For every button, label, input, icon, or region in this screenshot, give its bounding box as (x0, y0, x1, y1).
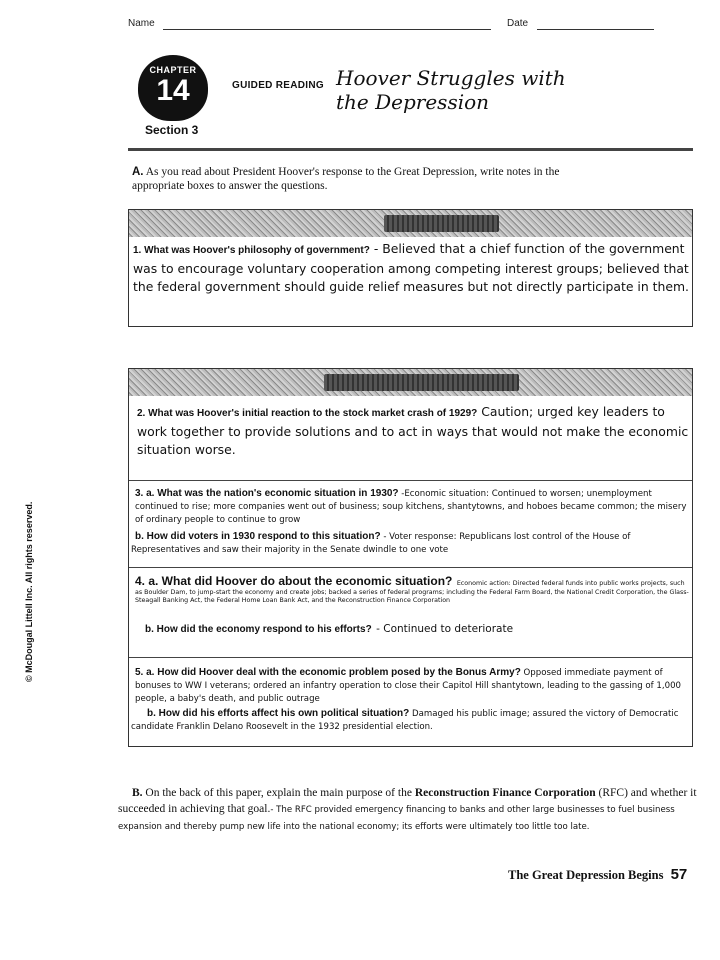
chapter-badge-label: CHAPTER (149, 65, 197, 75)
q2-answer[interactable]: Caution; urged key leaders to work together to provide solutions and to act in ways that would not make the economic situation worse. (137, 404, 689, 457)
q3a-question: 3. a. What was the nation's economic situation in 1930? (135, 488, 399, 499)
part-a-text: As you read about President Hoover's response to the Great Depression, write notes in the appropriate boxes to answer the questions. (132, 166, 560, 192)
responses-band-tag (324, 374, 519, 391)
guided-reading-label: GUIDED READING (232, 80, 324, 91)
q5b-question: b. How did his efforts affect his own political situation? (147, 708, 410, 719)
divider-q5 (129, 657, 692, 658)
date-line[interactable] (537, 29, 654, 30)
q4a-answer-top[interactable]: Economic action: Directed federal funds into public works projects, such (456, 580, 685, 587)
q3a-block (135, 487, 687, 527)
page-title-line2: the Depression (336, 90, 490, 114)
divider-q4 (129, 567, 692, 568)
q5a-answer[interactable]: Opposed immediate payment of bonuses to WW I veterans; ordered an infantry operation to close their Capitol Hill shantytown, leading to the gassing of 1,000 people, a baby's death, and public outrage (135, 668, 682, 704)
philosophy-band-tag (384, 215, 499, 232)
philosophy-box (128, 209, 693, 327)
q3b-block (131, 530, 689, 557)
q5b-block (131, 707, 689, 734)
section-label: Section 3 (145, 123, 199, 137)
page-title (336, 66, 606, 114)
part-a-instructions (132, 165, 572, 193)
philosophy-band (129, 210, 692, 237)
copyright-notice: © McDougal Littell Inc. All rights reserved. (24, 501, 34, 682)
q1-answer[interactable]: - Believed that a chief function of the government was to encourage voluntary cooperation among competing interest groups; believed that the federal government should guide relief measures but not directly participate in them. (133, 241, 689, 294)
part-b-letter: B. (132, 787, 143, 799)
responses-band (129, 369, 692, 396)
q2-question: 2. What was Hoover's initial reaction to the stock market crash of 1929? (137, 408, 478, 419)
part-a-letter: A. (132, 166, 144, 178)
q4b-question: b. How did the economy respond to his efforts? (145, 624, 372, 635)
q4a-block (135, 572, 691, 605)
q4a-answer-rest[interactable]: as Boulder Dam, to jump-start the economy and create jobs; backed a series of federal programs; including the Federal Farm Board, the National Credit Corporation, the Glass-Steagall Banking Act, the Federal Home Loan Bank Act, and the Reconstruction Finance Corporation (135, 589, 689, 604)
q3b-question: b. How did voters in 1930 respond to this situation? (135, 531, 381, 542)
footer-book-title: The Great Depression Begins (508, 868, 664, 882)
chapter-badge (138, 55, 208, 121)
responses-box (128, 368, 693, 747)
q4b-answer[interactable]: - Continued to deteriorate (376, 623, 514, 635)
q5a-block (135, 666, 691, 706)
q4a-question: 4. a. What did Hoover do about the economic situation? (135, 574, 453, 588)
page-number: 57 (670, 866, 688, 883)
divider-q3 (129, 480, 692, 481)
page-footer (508, 866, 687, 883)
part-b-answer[interactable]: - The RFC provided emergency financing to banks and other large businesses to fuel business expansion and thereby pump new life into the national economy; its efforts were ultimately too little too late. (118, 805, 675, 832)
date-label: Date (507, 18, 529, 29)
part-b-text-end: (RFC) and whether it succeeded in achieving that goal. (118, 787, 697, 815)
chapter-number: 14 (156, 74, 190, 107)
q5a-question: 5. a. How did Hoover deal with the economic problem posed by the Bonus Army? (135, 667, 521, 678)
part-b-term: Reconstruction Finance Corporation (414, 787, 596, 799)
header-rule (128, 148, 693, 151)
page-title-line1: Hoover Struggles with (336, 66, 566, 90)
name-label: Name (128, 18, 155, 29)
q1-block (133, 240, 689, 296)
part-b-block (118, 785, 710, 835)
q5b-answer[interactable]: Damaged his public image; assured the victory of Democratic candidate Franklin Delano Roosevelt in the 1932 presidential election. (131, 709, 679, 732)
part-b-text-start: On the back of this paper, explain the main purpose of the (145, 787, 412, 799)
name-line[interactable] (163, 29, 491, 30)
q3b-answer[interactable]: - Voter response: Republicans lost control of the House of Representatives and saw their majority in the Senate dwindle to one vote (131, 532, 631, 555)
q1-question: 1. What was Hoover's philosophy of government? (133, 245, 370, 256)
q4b-block (145, 619, 685, 637)
q3a-answer[interactable]: -Economic situation: Continued to worsen; unemployment continued to rise; more companies went out of business; soup kitchens, shantytowns, and hoboes became common; the misery of ordinary people to continue to grow (135, 489, 687, 525)
q2-block (137, 403, 689, 459)
